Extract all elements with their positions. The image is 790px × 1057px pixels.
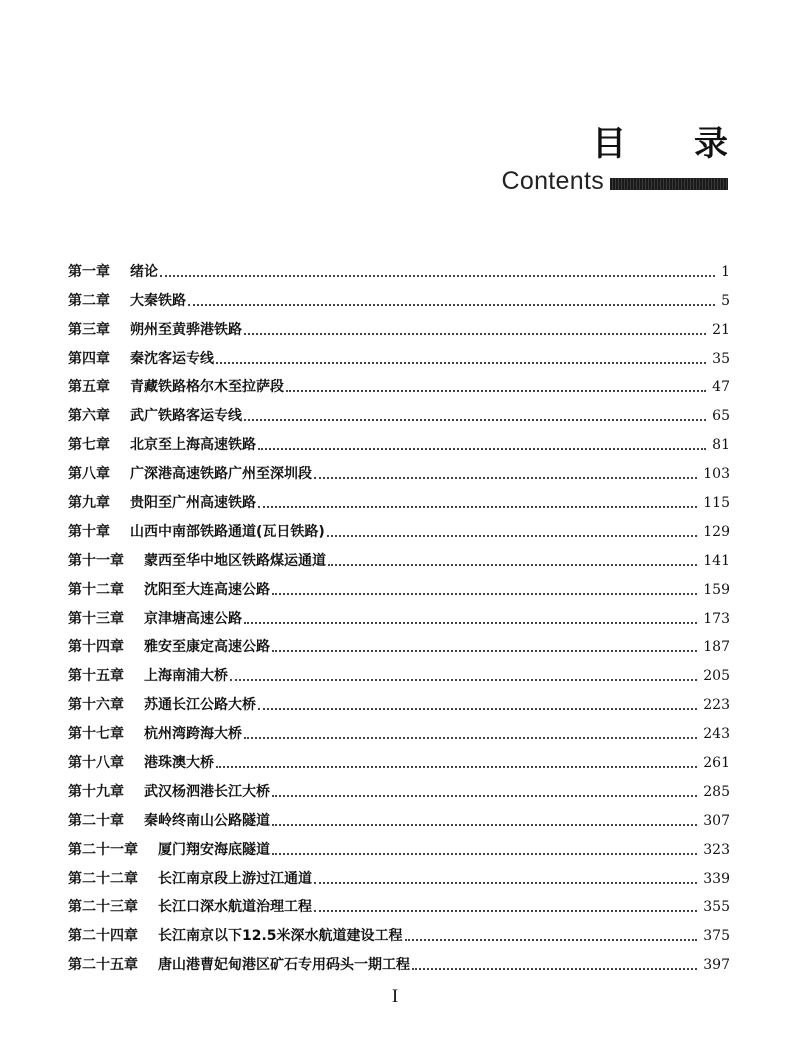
page-number: 205 [703,668,730,685]
chapter-title: 沈阳至大连高速公路 [144,581,270,598]
toc-entry[interactable] [68,397,730,426]
chapter-title: 广深港高速铁路广州至深圳段 [130,466,312,483]
chapter-number: 第二十四章 [68,928,138,945]
page-number: 47 [712,379,730,396]
page-number: 355 [703,899,730,916]
chapter-number: 第十一章 [68,552,124,569]
dot-leader [314,910,697,912]
chapter-number: 第二十章 [68,812,124,829]
page-number: 285 [703,783,730,800]
chapter-title: 武汉杨泗港长江大桥 [144,783,270,800]
dot-leader [405,939,698,941]
page-number: 223 [703,697,730,714]
page-number: 103 [703,466,730,483]
toc-entry[interactable] [68,802,730,831]
chapter-title: 绪论 [130,263,158,280]
dot-leader [272,593,697,595]
dot-leader [230,679,697,681]
dot-leader [258,506,697,508]
toc-entry[interactable] [68,773,730,802]
chapter-number: 第八章 [68,466,110,483]
chapter-number: 第六章 [68,408,110,425]
toc-entry[interactable] [68,600,730,629]
page-number: 173 [703,610,730,627]
toc-entry[interactable] [68,369,730,398]
toc-entry[interactable] [68,340,730,369]
chapter-number: 第七章 [68,437,110,454]
chapter-number: 第二章 [68,292,110,309]
toc-entry[interactable] [68,484,730,513]
dot-leader [244,622,697,624]
chapter-title: 秦岭终南山公路隧道 [144,812,270,829]
toc-entry[interactable] [68,744,730,773]
chapter-number: 第十七章 [68,726,124,743]
chapter-title: 京津塘高速公路 [144,610,242,627]
chapter-number: 第十九章 [68,783,124,800]
chapter-number: 第十章 [68,523,110,540]
chapter-title: 青藏铁路格尔木至拉萨段 [130,379,284,396]
chapter-title: 武广铁路客运专线 [130,408,242,425]
toc-entry[interactable] [68,455,730,484]
page-title: 目 录 [592,124,756,164]
dot-leader [314,477,697,479]
page-number: 397 [703,957,730,974]
chapter-number: 第十三章 [68,610,124,627]
chapter-title: 蒙西至华中地区铁路煤运通道 [144,552,326,569]
table-of-contents [68,253,730,975]
toc-entry[interactable] [68,715,730,744]
chapter-number: 第三章 [68,321,110,338]
chapter-number: 第十五章 [68,668,124,685]
page-number: 375 [703,928,730,945]
page-number: 159 [703,581,730,598]
toc-entry[interactable] [68,253,730,282]
toc-entry[interactable] [68,860,730,889]
chapter-number: 第九章 [68,495,110,512]
chapter-number: 第二十二章 [68,870,138,887]
toc-entry[interactable] [68,542,730,571]
chapter-title: 大秦铁路 [130,292,186,309]
chapter-title: 唐山港曹妃甸港区矿石专用码头一期工程 [158,957,410,974]
chapter-number: 第二十三章 [68,899,138,916]
chapter-title: 北京至上海高速铁路 [130,437,256,454]
toc-entry[interactable] [68,917,730,946]
chapter-number: 第五章 [68,379,110,396]
page-number: 187 [703,639,730,656]
dot-leader [272,824,697,826]
chapter-title: 长江南京以下12.5米深水航道建设工程 [158,928,403,945]
page-number: 65 [712,408,730,425]
dot-leader [244,737,697,739]
chapter-title: 苏通长江公路大桥 [144,697,256,714]
chapter-title: 朔州至黄骅港铁路 [130,321,242,338]
decorative-bar [610,178,728,190]
dot-leader [216,362,706,364]
page-number: 5 [721,292,730,309]
toc-entry[interactable] [68,657,730,686]
chapter-number: 第二十五章 [68,957,138,974]
dot-leader [258,448,706,450]
toc-entry[interactable] [68,831,730,860]
dot-leader [412,968,697,970]
chapter-number: 第一章 [68,263,110,280]
page-number: 1 [721,263,730,280]
chapter-number: 第十六章 [68,697,124,714]
page-number: 115 [703,495,730,512]
chapter-title: 贵阳至广州高速铁路 [130,495,256,512]
subtitle-row [502,165,728,197]
page-number: 323 [703,841,730,858]
page-number: 141 [703,552,730,569]
dot-leader [160,275,715,277]
dot-leader [272,650,697,652]
toc-entry[interactable] [68,571,730,600]
chapter-title: 长江口深水航道治理工程 [158,899,312,916]
toc-entry[interactable] [68,629,730,658]
toc-entry[interactable] [68,686,730,715]
toc-entry[interactable] [68,889,730,918]
toc-entry[interactable] [68,311,730,340]
dot-leader [327,535,697,537]
page-number: 21 [712,321,730,338]
chapter-number: 第十二章 [68,581,124,598]
toc-entry[interactable] [68,426,730,455]
dot-leader [272,853,697,855]
dot-leader [314,882,697,884]
page-number: 129 [703,523,730,540]
chapter-title: 厦门翔安海底隧道 [158,841,270,858]
chapter-title: 秦沈客运专线 [130,350,214,367]
chapter-title: 港珠澳大桥 [144,755,214,772]
chapter-number: 第十四章 [68,639,124,656]
page-number: 243 [703,726,730,743]
page-number: 339 [703,870,730,887]
chapter-title: 长江南京段上游过江通道 [158,870,312,887]
dot-leader [258,708,697,710]
page-number: 307 [703,812,730,829]
page-number: 35 [712,350,730,367]
contents-subtitle: Contents [501,167,604,195]
page-number: 261 [703,755,730,772]
chapter-number: 第二十一章 [68,841,138,858]
page-folio: I [391,986,399,1007]
chapter-number: 第四章 [68,350,110,367]
page-number: 81 [712,437,730,454]
chapter-title: 雅安至康定高速公路 [144,639,270,656]
dot-leader [244,333,706,335]
dot-leader [188,304,715,306]
toc-entry[interactable] [68,946,730,975]
chapter-number: 第十八章 [68,755,124,772]
dot-leader [272,795,697,797]
chapter-title: 山西中南部铁路通道(瓦日铁路) [130,523,325,540]
dot-leader [244,419,706,421]
dot-leader [216,766,697,768]
dot-leader [286,390,706,392]
toc-entry[interactable] [68,282,730,311]
chapter-title: 杭州湾跨海大桥 [144,726,242,743]
toc-entry[interactable] [68,513,730,542]
chapter-title: 上海南浦大桥 [144,668,228,685]
dot-leader [328,564,697,566]
